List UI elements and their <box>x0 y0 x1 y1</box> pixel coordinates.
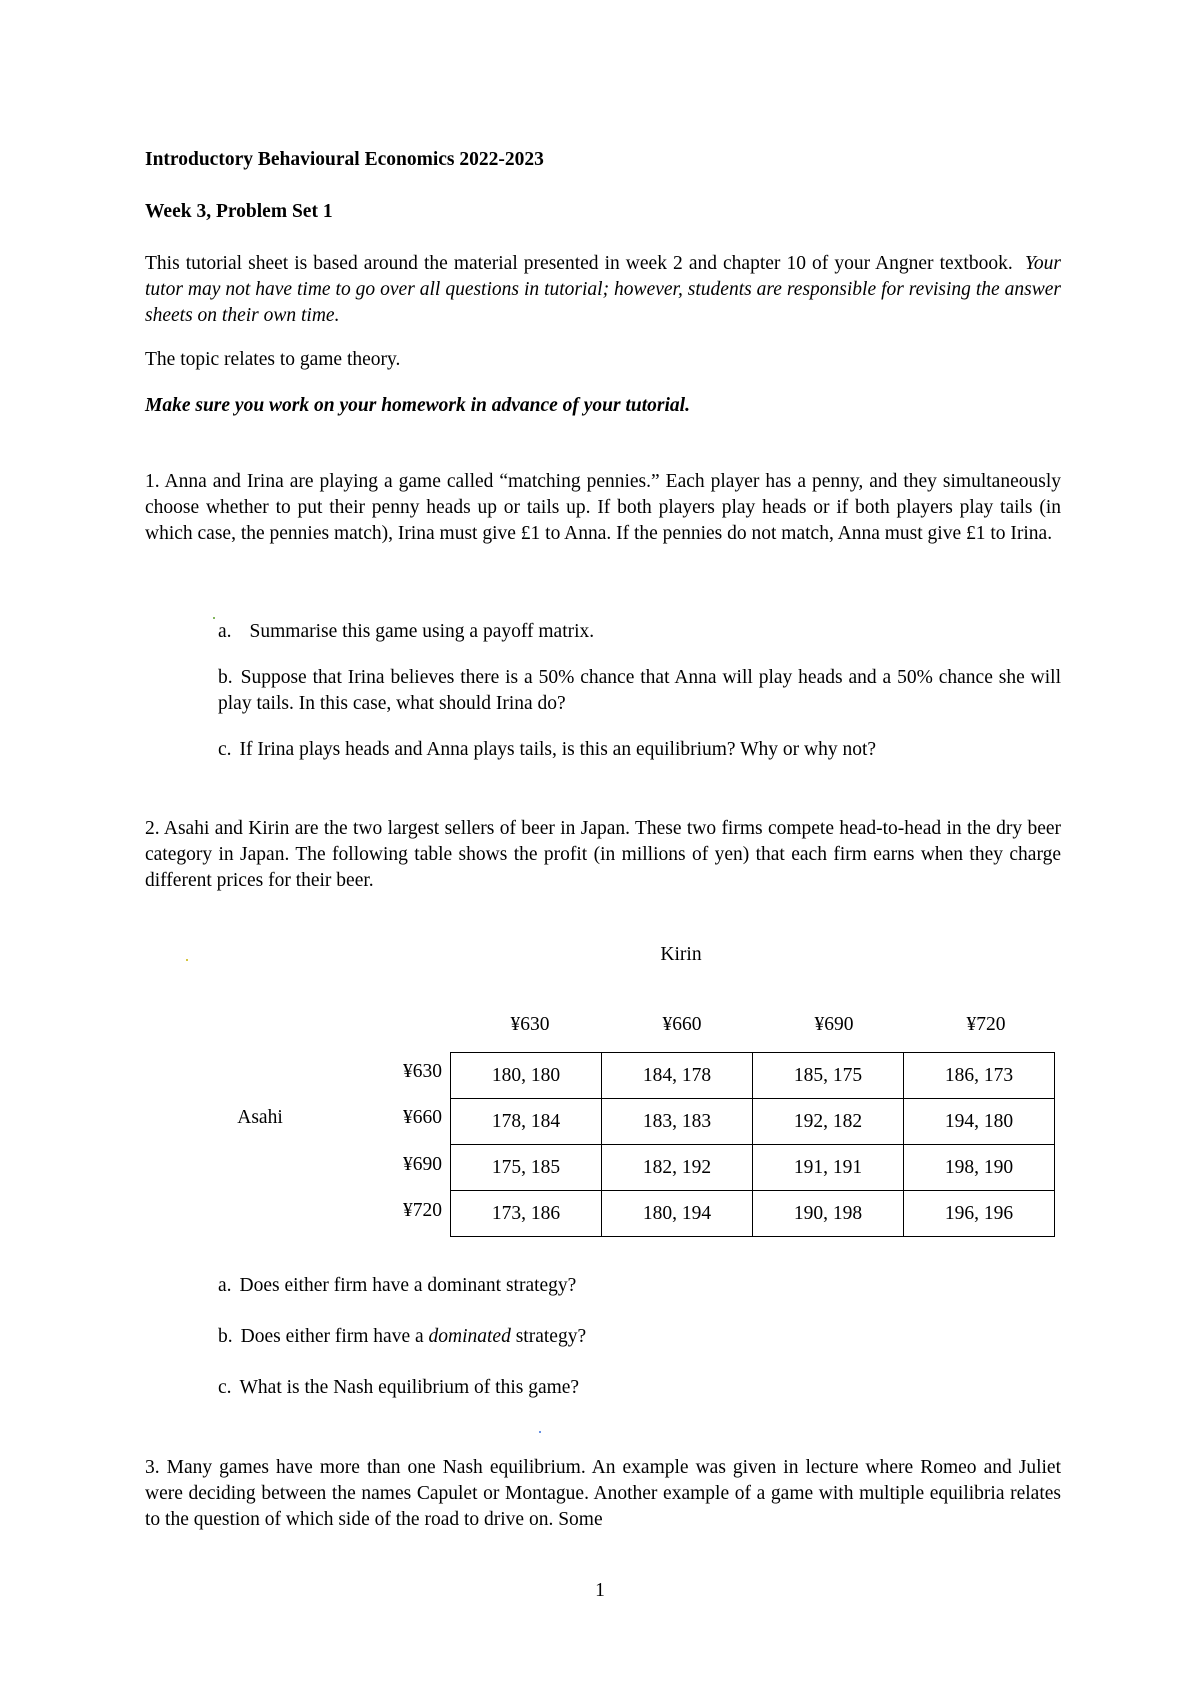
question-1-part-b <box>218 665 1061 717</box>
column-player-label: Kirin <box>660 944 702 965</box>
stray-mark <box>213 617 215 619</box>
intro-italic-note: Your tutor may not have time to go over all questions in tutorial; however, students are responsible for revising the answer sheets on their own time. <box>145 253 1062 326</box>
question-2-part-b <box>218 1324 1061 1350</box>
part-label: a. <box>218 621 232 642</box>
table-cell: 190, 198 <box>753 1191 904 1237</box>
stray-mark <box>186 959 188 961</box>
table-cell: 180, 194 <box>602 1191 753 1237</box>
table-cell: 186, 173 <box>904 1053 1055 1099</box>
part-label: a. <box>218 1275 232 1296</box>
column-header: ¥690 <box>814 1014 854 1035</box>
topic-line: The topic relates to game theory. <box>145 349 401 370</box>
table-cell: 180, 180 <box>451 1053 602 1099</box>
question-2-text: 2. Asahi and Kirin are the two largest sellers of beer in Japan. These two firms compete head-to-head in the dry beer category in Japan. The following table shows the profit (in millions of yen) that each firm earns when they charge different prices for their beer. <box>145 818 1061 891</box>
part-label: b. <box>218 1326 233 1347</box>
part-label: b. <box>218 667 233 688</box>
part-text: If Irina plays heads and Anna plays tails, is this an equilibrium? Why or why not? <box>239 739 877 760</box>
part-text-before: Does either firm have a <box>240 1326 424 1347</box>
column-header: ¥720 <box>966 1014 1006 1035</box>
document-subtitle: Week 3, Problem Set 1 <box>145 201 333 222</box>
row-player-label: Asahi <box>237 1107 283 1128</box>
column-header: ¥630 <box>510 1014 550 1035</box>
table-cell: 175, 185 <box>451 1145 602 1191</box>
table-cell: 198, 190 <box>904 1145 1055 1191</box>
document-title: Introductory Behavioural Economics 2022-2023 <box>145 149 544 170</box>
part-text: Suppose that Irina believes there is a 50% chance that Anna will play heads and a 50% chance she will play tails. In this case, what should Irina do? <box>218 667 1061 714</box>
table-row <box>451 1191 1055 1237</box>
table-row <box>451 1099 1055 1145</box>
table-cell: 182, 192 <box>602 1145 753 1191</box>
part-label: c. <box>218 739 232 760</box>
table-cell: 194, 180 <box>904 1099 1055 1145</box>
table-cell: 191, 191 <box>753 1145 904 1191</box>
part-text: What is the Nash equilibrium of this game? <box>239 1377 580 1398</box>
table-cell: 196, 196 <box>904 1191 1055 1237</box>
stray-mark <box>539 1431 541 1433</box>
column-header: ¥660 <box>662 1014 702 1035</box>
part-text: Does either firm have a dominant strategy? <box>239 1275 577 1296</box>
payoff-table <box>450 1052 1055 1237</box>
table-cell: 183, 183 <box>602 1099 753 1145</box>
page-number: 1 <box>595 1580 605 1601</box>
table-row <box>451 1145 1055 1191</box>
question-3-text: 3. Many games have more than one Nash equilibrium. An example was given in lecture where Romeo and Juliet were deciding between the names Capulet or Montague. Another example of a game with multiple equilibria relates to the question of which side of the road to drive on. Some <box>145 1457 1061 1530</box>
table-row <box>451 1053 1055 1099</box>
row-header: ¥630 <box>403 1061 442 1082</box>
question-2-part-c <box>218 1375 1061 1401</box>
question-1-text: 1. Anna and Irina are playing a game called “matching pennies.” Each player has a penny, and they simultaneously choose whether to put their penny heads up or tails up. If both players play heads or if both players play tails (in which case, the pennies match), Irina must give £1 to Anna. If the pennies do not match, Anna must give £1 to Irina. <box>145 471 1061 544</box>
table-cell: 184, 178 <box>602 1053 753 1099</box>
intro-text: This tutorial sheet is based around the material presented in week 2 and chapter 10 of your Angner textbook. <box>145 253 1013 274</box>
question-1-part-c <box>218 737 1061 763</box>
intro-paragraph <box>145 251 1061 329</box>
part-label: c. <box>218 1377 232 1398</box>
table-cell: 192, 182 <box>753 1099 904 1145</box>
homework-reminder: Make sure you work on your homework in advance of your tutorial. <box>145 395 690 416</box>
table-cell: 185, 175 <box>753 1053 904 1099</box>
table-cell: 173, 186 <box>451 1191 602 1237</box>
question-2-part-a <box>218 1273 1061 1299</box>
table-cell: 178, 184 <box>451 1099 602 1145</box>
row-header: ¥720 <box>403 1200 442 1221</box>
question-1-part-a <box>218 619 1061 645</box>
part-text-after: strategy? <box>515 1326 587 1347</box>
part-text: Summarise this game using a payoff matrix. <box>249 621 595 642</box>
part-text-italic: dominated <box>428 1326 511 1347</box>
row-header: ¥690 <box>403 1154 442 1175</box>
row-header: ¥660 <box>403 1107 442 1128</box>
